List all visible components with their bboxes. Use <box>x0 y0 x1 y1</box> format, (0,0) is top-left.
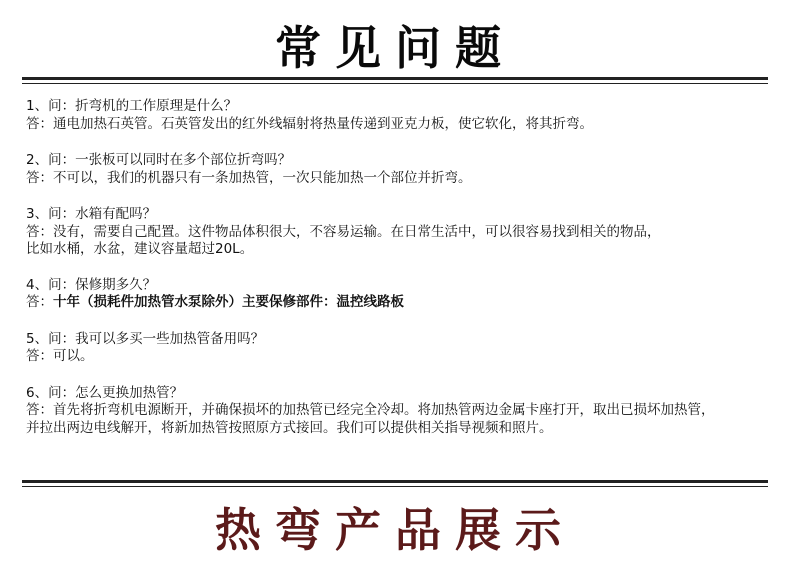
faq-question: 2、问：一张板可以同时在多个部位折弯吗？ <box>26 152 292 168</box>
faq-answer-bold: 十年（损耗件加热管水泵除外）主要保修部件：温控线路板 <box>53 294 404 310</box>
top-divider <box>22 77 768 80</box>
faq-answer: 答：可以。 <box>26 348 94 364</box>
section-title-products: 热弯产品展示 <box>215 503 575 557</box>
faq-answer: 答：通电加热石英管。石英管发出的红外线辐射将热量传递到亚克力板，使它软化，将其折弯。 <box>26 115 593 132</box>
faq-question: 3、问：水箱有配吗？ <box>26 206 157 222</box>
faq-answer: 答：不可以，我们的机器只有一条加热管，一次只能加热一个部位并折弯。 <box>26 169 472 186</box>
page-title: 常见问题 <box>275 21 515 75</box>
bottom-divider-thin <box>22 486 768 487</box>
faq-list <box>26 98 776 453</box>
faq-question: 6、问：怎么更换加热管？ <box>26 384 184 401</box>
faq-question: 4、问：保修期多久？ <box>26 276 157 293</box>
faq-answer-continued: 比如水桶，水盆，建议容量超过20L。 <box>26 241 254 257</box>
faq-item <box>26 206 776 259</box>
faq-answer-prefix: 答： <box>26 294 53 310</box>
faq-item <box>26 277 776 312</box>
faq-question: 5、问：我可以多买一些加热管备用吗？ <box>26 330 265 347</box>
faq-item <box>26 331 776 366</box>
faq-item <box>26 152 776 187</box>
faq-question: 1、问：折弯机的工作原理是什么？ <box>26 98 238 114</box>
faq-answer: 答：首先将折弯机电源断开，并确保损坏的加热管已经完全冷却。将加热管两边金属卡座打开，取出已损坏加热管， <box>26 402 715 418</box>
faq-answer <box>26 294 776 312</box>
faq-answer-continued: 并拉出两边电线解开，将新加热管按照原方式接回。我们可以提供相关指导视频和照片。 <box>26 419 553 436</box>
faq-answer: 答：没有，需要自己配置。这件物品体积很大，不容易运输。在日常生活中，可以很容易找到相关的物品， <box>26 223 661 240</box>
faq-item <box>26 385 776 438</box>
faq-item <box>26 98 776 133</box>
top-divider-thin <box>22 83 768 84</box>
bottom-divider <box>22 480 768 483</box>
